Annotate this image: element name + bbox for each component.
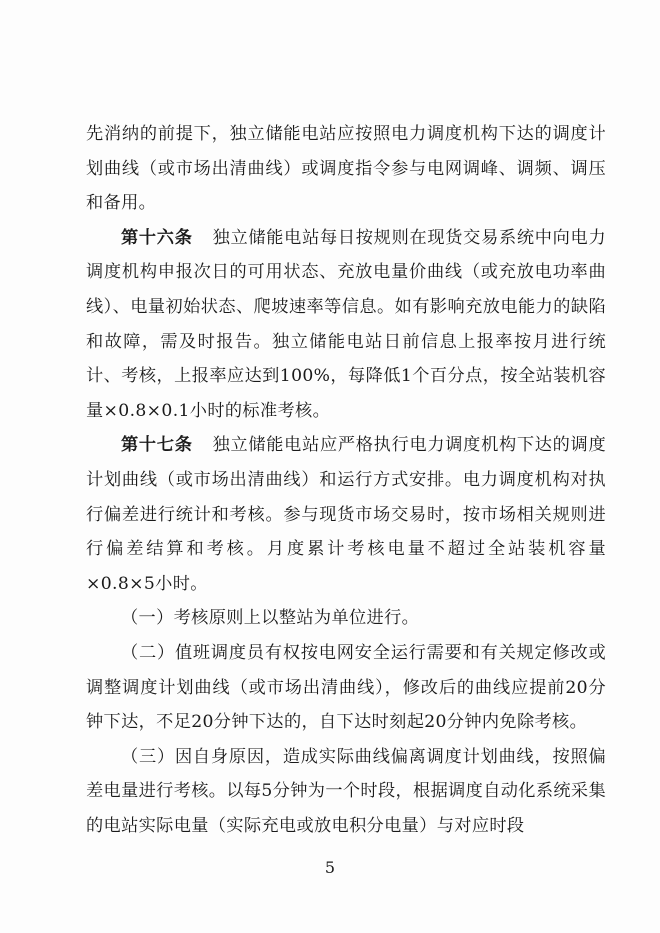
clause-2-paragraph [86, 636, 606, 740]
paragraph-text: （三）因自身原因，造成实际曲线偏离调度计划曲线，按照偏差电量进行考核。以每5分钟为一个时段，根据调度自动化系统采集的电站实际电量（实际充电或放电积分电量）与对应时段 [86, 746, 606, 836]
paragraph-text: 独立储能电站应严格执行电力调度机构下达的调度计划曲线（或市场出清曲线）和运行方式安排。电力调度机构对执行偏差进行统计和考核。参与现货市场交易时，按市场相关规则进行偏差结算和考核。月度累计考核电量不超过全站装机容量×0.8×5小时。 [86, 435, 606, 594]
paragraph-text: 独立储能电站每日按规则在现货交易系统中向电力调度机构申报次日的可用状态、充放电量价曲线（或充放电功率曲线）、电量初始状态、爬坡速率等信息。如有影响充放电能力的缺陷和故障，需及时报告。独立储能电站日前信息上报率按月进行统计、考核，上报率应达到100%，每降低1个百分点，按全站装机容量×0.8×0.1小时的标准考核。 [86, 227, 606, 421]
document-body [86, 117, 606, 843]
paragraph-text: （二）值班调度员有权按电网安全运行需要和有关规定修改或调整调度计划曲线（或市场出清曲线），修改后的曲线应提前20分钟下达，不足20分钟下达的，自下达时刻起20分钟内免除考核。 [86, 642, 606, 733]
paragraph-text: （一）考核原则上以整站为单位进行。 [121, 608, 420, 629]
clause-3-paragraph [86, 740, 606, 844]
article-16-paragraph [86, 221, 606, 429]
page-number: 5 [324, 858, 336, 877]
article-label: 第十六条 [121, 227, 193, 248]
clause-1-paragraph [86, 601, 606, 636]
paragraph-continuation [86, 117, 606, 221]
paragraph-text: 先消纳的前提下，独立储能电站应按照电力调度机构下达的调度计划曲线（或市场出清曲线）或调度指令参与电网调峰、调频、调压和备用。 [86, 124, 606, 214]
article-17-paragraph [86, 428, 606, 601]
article-label: 第十七条 [121, 435, 193, 456]
